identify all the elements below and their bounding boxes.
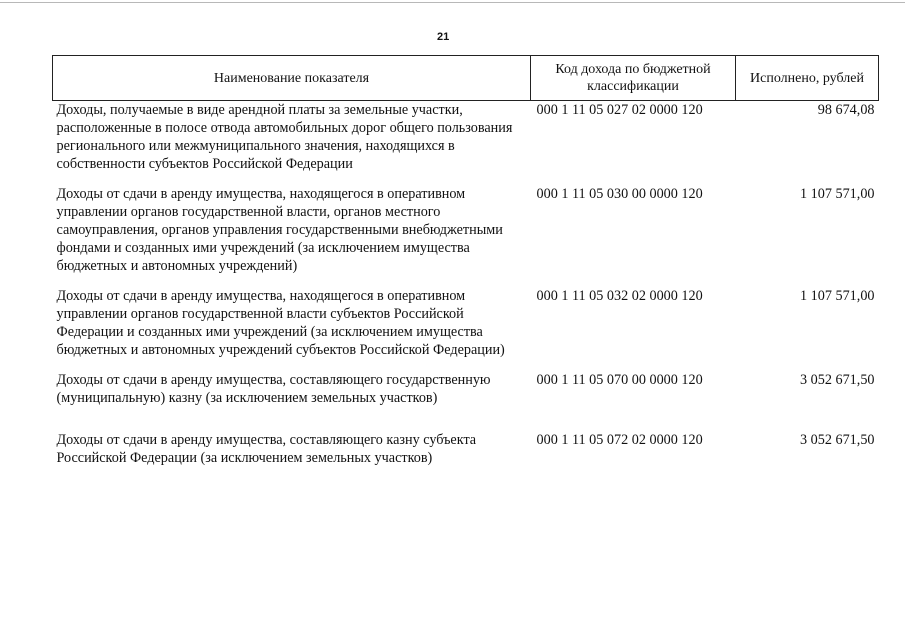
header-indicator-name: Наименование показателя [53, 56, 531, 101]
table-row [53, 431, 879, 479]
indicator-name: Доходы от сдачи в аренду имущества, находящегося в оперативном управлении органов государственной власти, органов местного самоуправления, органов управления государственными внебюджетными фондами и созданных ими учреждений (за исключением имущества бюджетных и автономных учреждений) [56, 186, 503, 274]
revenue-code: 000 1 11 05 032 02 0000 120 [536, 288, 703, 304]
revenue-code: 000 1 11 05 030 00 0000 120 [536, 186, 703, 202]
table-row [53, 185, 879, 287]
indicator-name: Доходы от сдачи в аренду имущества, составляющего государственную (муниципальную) казну (за исключением земельных участков) [56, 372, 491, 406]
indicator-name: Доходы от сдачи в аренду имущества, составляющего казну субъекта Российской Федерации (за исключением земельных участков) [56, 432, 477, 466]
executed-amount: 98 674,08 [817, 102, 875, 118]
page-number: 21 [437, 31, 450, 43]
header-executed-amount: Исполнено, рублей [736, 56, 879, 101]
table-header-row [53, 56, 879, 101]
executed-amount: 1 107 571,00 [800, 288, 875, 304]
top-border-line [0, 2, 905, 3]
revenue-code: 000 1 11 05 070 00 0000 120 [536, 372, 703, 388]
revenue-code: 000 1 11 05 027 02 0000 120 [536, 102, 703, 118]
header-revenue-code: Код дохода по бюджетной классификации [531, 56, 736, 101]
revenue-code: 000 1 11 05 072 02 0000 120 [536, 432, 703, 448]
table-row [53, 101, 879, 186]
executed-amount: 3 052 671,50 [800, 432, 875, 448]
indicator-name: Доходы от сдачи в аренду имущества, находящегося в оперативном управлении органов государственной власти субъектов Российской Федерации и созданных ими учреждений (за исключением имущества бюджетных и автономных учреждений субъектов Российской Федерации) [56, 288, 505, 358]
indicator-name: Доходы, получаемые в виде арендной платы за земельные участки, расположенные в полосе отвода автомобильных дорог общего пользования регионального или межмуниципального значения, находящихся в собственности субъектов Российской Федерации [56, 102, 513, 172]
table-row [53, 287, 879, 371]
table-row [53, 371, 879, 431]
executed-amount: 1 107 571,00 [800, 186, 875, 202]
revenue-table [52, 55, 879, 479]
executed-amount: 3 052 671,50 [800, 372, 875, 388]
